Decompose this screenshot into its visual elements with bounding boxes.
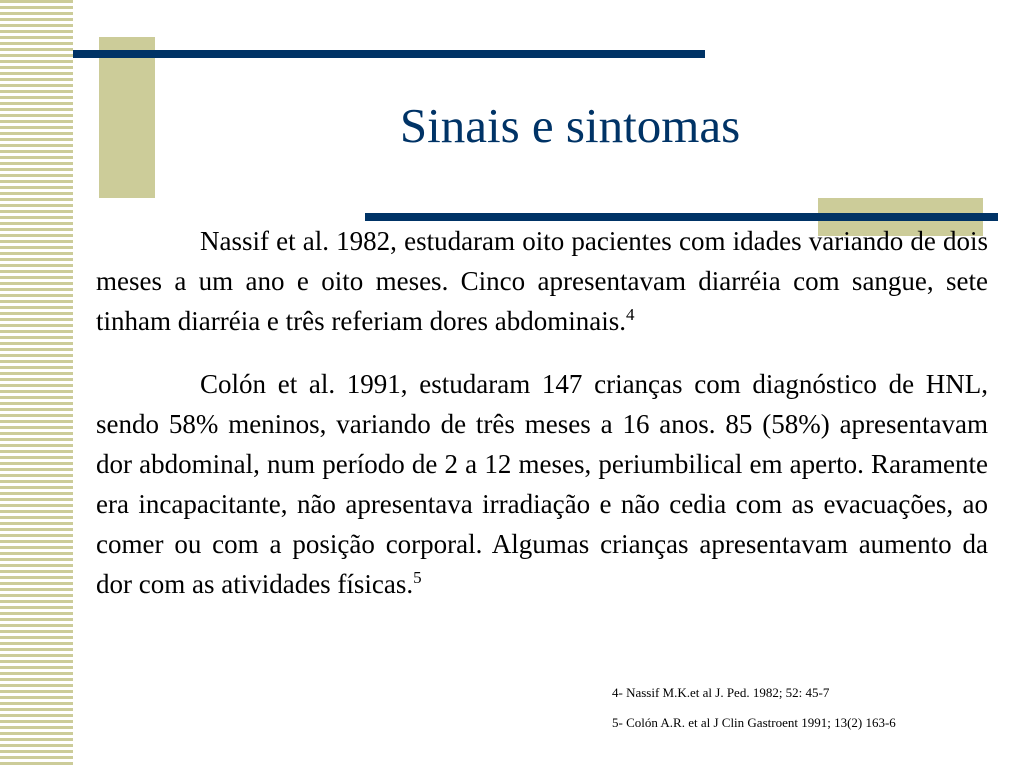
slide-title: Sinais e sintomas	[399, 98, 741, 153]
footnote-marker: 5	[413, 568, 422, 587]
reference-5: 5- Colón A.R. et al J Clin Gastroent 1991; 13(2) 163-6	[612, 715, 896, 730]
paragraph-text: Colón et al. 1991, estudaram 147 crianças com diagnóstico de HNL, sendo 58% meninos, variando de três meses a 16 anos. 85 (58%) apresentavam dor abdominal, num período de 2 a 12 meses, periumbilical em aperto. Raramente era incapacitante, não apresentava irradiação e não cedia com as evacuações, ao comer ou com a posição corporal. Algumas crianças apresentavam aumento da dor com as atividades físicas.	[96, 369, 988, 599]
slide-body	[96, 221, 988, 604]
paragraph-nassif	[96, 221, 988, 341]
reference-4: 4- Nassif M.K.et al J. Ped. 1982; 52: 45-7	[612, 685, 830, 700]
decorative-rule-middle	[365, 213, 998, 221]
paragraph-text: Nassif et al. 1982, estudaram oito pacientes com idades variando de dois meses a um ano e oito meses. Cinco apresentavam diarréia com sangue, sete tinham diarréia e três referiam dores abdominais.	[96, 226, 988, 336]
decorative-block-top-left	[99, 37, 155, 198]
decorative-rule-top	[73, 50, 705, 58]
footnote-marker: 4	[626, 305, 635, 324]
decorative-stripes	[0, 0, 73, 768]
paragraph-colon	[96, 364, 988, 604]
